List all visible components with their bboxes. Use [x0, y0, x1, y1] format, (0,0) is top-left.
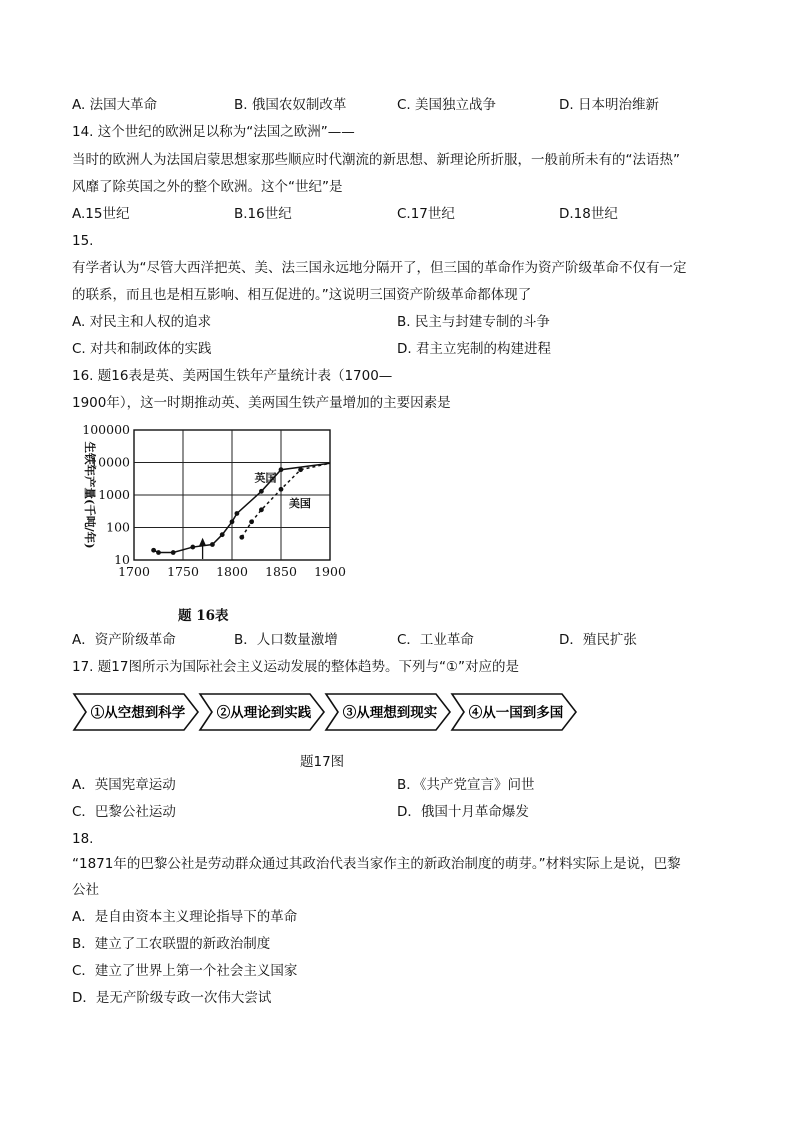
- q17-option-b: B．《共产党宣言》问世: [397, 777, 535, 793]
- data-point-uk: [210, 542, 215, 547]
- data-point-us: [239, 535, 244, 540]
- data-point-uk: [171, 550, 176, 555]
- y-axis-label: 生铁年产量(千吨/年): [83, 441, 97, 549]
- iron-output-chart: [72, 418, 352, 628]
- annotation-arrow-head: [199, 538, 206, 546]
- trend-arrow-1-label: ①从空想到科学: [90, 705, 186, 721]
- y-tick-label: 10: [114, 552, 130, 567]
- q16-option-a: A．资产阶级革命: [72, 632, 176, 648]
- q14-stem-line: 14. 这个世纪的欧洲足以称为“法国之欧洲”——: [72, 124, 355, 140]
- data-point-uk: [190, 545, 195, 550]
- q13-option-a: A. 法国大革命: [72, 97, 158, 113]
- q16-option-c: C．工业革命: [397, 632, 474, 648]
- data-point-us: [298, 467, 303, 472]
- q17-option-c: C．巴黎公社运动: [72, 804, 176, 820]
- q16-option-d: D．殖民扩张: [559, 632, 637, 648]
- x-tick-label: 1900: [314, 564, 346, 579]
- q13-option-c: C. 美国独立战争: [397, 97, 497, 113]
- data-point-uk: [230, 519, 235, 524]
- q14-option-b: B.16世纪: [234, 206, 292, 222]
- q18-option-c: C．建立了世界上第一个社会主义国家: [72, 963, 298, 979]
- series-label-us: 美国: [288, 497, 311, 511]
- data-point-us: [279, 487, 284, 492]
- q14-stem-line: 风靡了除英国之外的整个欧洲。这个“世纪”是: [72, 179, 343, 195]
- q14-stem-line: 当时的欧洲人为法国启蒙思想家那些顺应时代潮流的新思想、新理论所折服，一般前所未有的“法语热”: [72, 152, 680, 168]
- x-tick-label: 1850: [265, 564, 297, 579]
- q18-stem-line: 公社: [72, 882, 99, 898]
- trend-arrow-1: [74, 694, 198, 730]
- q16-stem-line: 16. 题16表是英、美两国生铁年产量统计表（1700—: [72, 368, 393, 384]
- trend-arrow-4: [452, 694, 576, 730]
- trend-arrow-diagram: [72, 686, 578, 738]
- chart-caption: 题 16表: [178, 608, 229, 624]
- q17-stem: 17. 题17图所示为国际社会主义运动发展的整体趋势。下列与“①”对应的是: [72, 659, 520, 675]
- data-point-uk: [259, 489, 264, 494]
- trend-arrow-2: [200, 694, 324, 730]
- q18-option-d: D．是无产阶级专政一次伟大尝试: [72, 990, 272, 1006]
- q15-number: 15.: [72, 233, 94, 249]
- q14-option-a: A.15世纪: [72, 206, 130, 222]
- data-point-uk: [220, 532, 225, 537]
- q16-stem-line: 1900年），这一时期推动英、美两国生铁产量增加的主要因素是: [72, 395, 451, 411]
- y-tick-label: 10000: [90, 454, 130, 470]
- trend-arrow-2-label: ②从理论到实践: [216, 705, 312, 721]
- x-tick-label: 1700: [118, 564, 150, 579]
- q17-option-d: D．俄国十月革命爆发: [397, 804, 529, 820]
- data-point-us: [259, 507, 264, 512]
- y-tick-label: 100: [106, 519, 130, 535]
- q15-stem-line: 的联系，而且也是相互影响、相互促进的。”这说明三国资产阶级革命都体现了: [72, 287, 532, 303]
- y-tick-label: 1000: [98, 487, 130, 502]
- q18-stem-line: “1871年的巴黎公社是劳动群众通过其政治代表当家作主的新政治制度的萌芽。”材料实际上是说，巴黎: [72, 856, 681, 872]
- data-point-uk: [235, 511, 240, 516]
- data-point-uk: [156, 550, 161, 555]
- x-tick-label: 1800: [216, 564, 248, 579]
- q18-option-b: B．建立了工农联盟的新政治制度: [72, 936, 271, 952]
- q16-option-b: B．人口数量激增: [234, 632, 338, 648]
- y-tick-label: 100000: [82, 422, 130, 437]
- q15-stem-line: 有学者认为“尽管大西洋把英、美、法三国永远地分隔开了，但三国的革命作为资产阶级革命不仅有一定: [72, 260, 687, 276]
- series-label-uk: 英国: [254, 471, 277, 485]
- q14-option-d: D.18世纪: [559, 206, 618, 222]
- q18-number: 18.: [72, 831, 94, 847]
- q15-option-a: A. 对民主和人权的追求: [72, 314, 212, 330]
- q15-option-d: D. 君主立宪制的构建进程: [397, 341, 551, 357]
- trend-arrow-3: [326, 694, 450, 730]
- q13-option-b: B. 俄国农奴制改革: [234, 97, 347, 113]
- x-tick-label: 1750: [167, 564, 199, 579]
- diagram-caption: 题17图: [300, 754, 345, 770]
- q13-option-d: D. 日本明治维新: [559, 97, 659, 113]
- q15-option-b: B. 民主与封建专制的斗争: [397, 314, 550, 330]
- data-point-uk: [279, 467, 284, 472]
- q15-option-c: C. 对共和制政体的实践: [72, 341, 212, 357]
- data-point-us: [249, 519, 254, 524]
- trend-arrow-4-label: ④从一国到多国: [468, 705, 564, 721]
- trend-arrow-3-label: ③从理想到现实: [342, 705, 438, 721]
- q14-option-c: C.17世纪: [397, 206, 455, 222]
- q17-option-a: A．英国宪章运动: [72, 777, 176, 793]
- q18-option-a: A．是自由资本主义理论指导下的革命: [72, 909, 298, 925]
- data-point-uk: [151, 548, 156, 553]
